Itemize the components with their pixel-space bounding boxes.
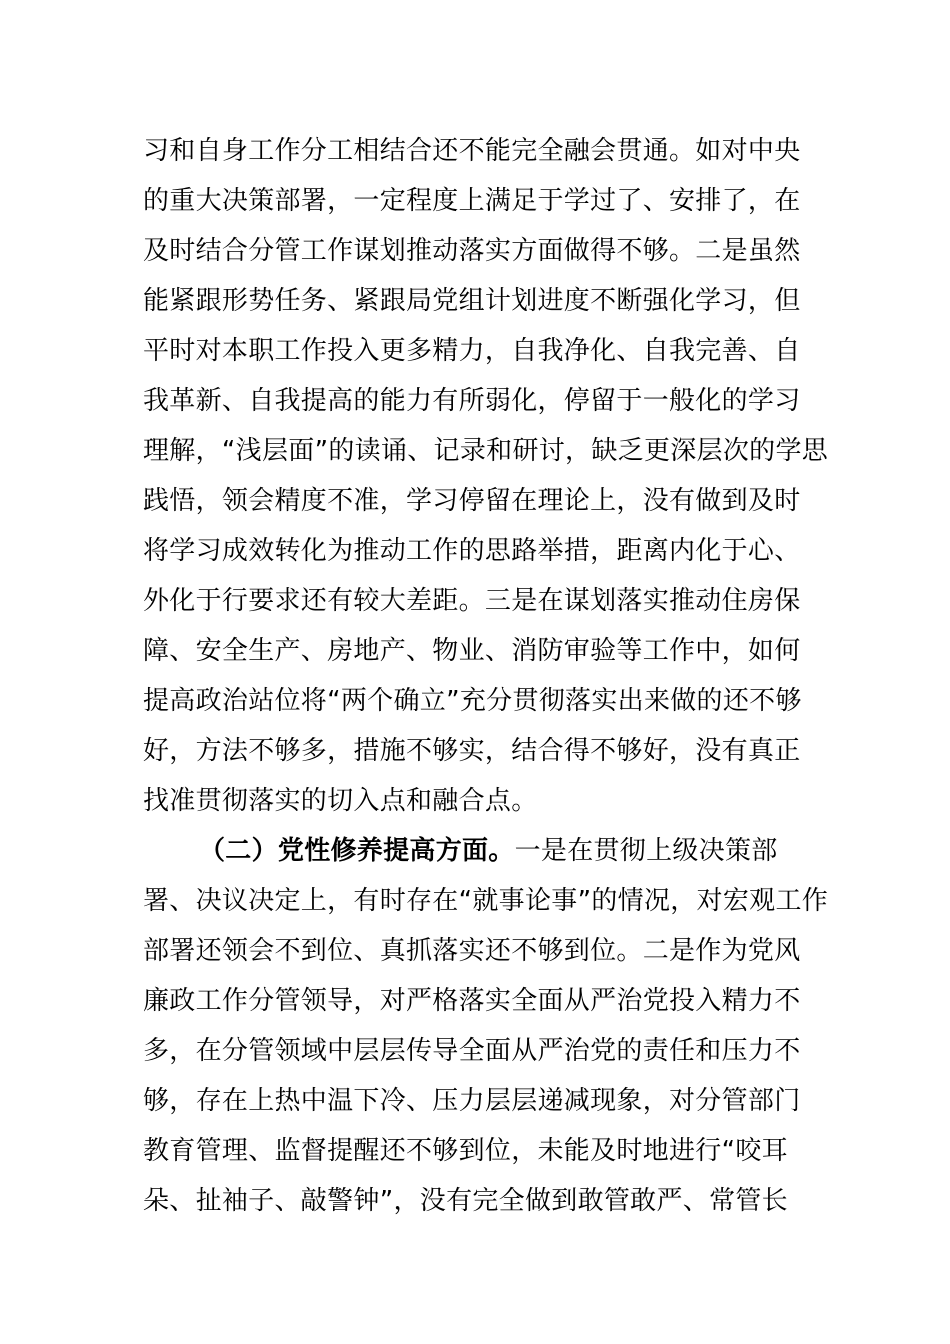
- text-line: 够，存在上热中温下冷、压力层层递减现象，对分管部门: [143, 1086, 801, 1116]
- text-line: 部署还领会不到位、真抓落实还不够到位。二是作为党风: [143, 936, 801, 966]
- text-line: 理解，“浅层面”的读诵、记录和研讨，缺乏更深层次的学思: [143, 436, 829, 466]
- section-2-first-line: [143, 826, 823, 876]
- text-line: 教育管理、监督提醒还不够到位，未能及时地进行“咬耳: [143, 1136, 788, 1166]
- section-2-first-line-text: 一是在贯彻上级决策部: [514, 836, 778, 866]
- section-2-heading: （二）党性修养提高方面。: [199, 836, 515, 866]
- text-line: 将学习成效转化为推动工作的思路举措，距离内化于心、: [143, 536, 801, 566]
- body-text: [143, 126, 829, 1226]
- text-line: 践悟，领会精度不准，学习停留在理论上，没有做到及时: [143, 486, 801, 516]
- text-line: 找准贯彻落实的切入点和融合点。: [143, 786, 538, 816]
- text-line: 障、安全生产、房地产、物业、消防审验等工作中，如何: [143, 636, 801, 666]
- text-line: 及时结合分管工作谋划推动落实方面做得不够。二是虽然: [143, 236, 801, 266]
- text-line: 提高政治站位将“两个确立”充分贯彻落实出来做的还不够: [143, 686, 802, 716]
- text-line: 好，方法不够多，措施不够实，结合得不够好，没有真正: [143, 736, 801, 766]
- text-line: 的重大决策部署，一定程度上满足于学过了、安排了，在: [143, 186, 801, 216]
- text-line: 廉政工作分管领导，对严格落实全面从严治党投入精力不: [143, 986, 801, 1016]
- text-line: 朵、扯袖子、敲警钟”，没有完全做到敢管敢严、常管长: [143, 1186, 788, 1216]
- text-line: 平时对本职工作投入更多精力，自我净化、自我完善、自: [143, 336, 801, 366]
- text-line: 习和自身工作分工相结合还不能完全融会贯通。如对中央: [143, 136, 801, 166]
- text-line: 能紧跟形势任务、紧跟局党组计划进度不断强化学习，但: [143, 286, 801, 316]
- text-line: 我革新、自我提高的能力有所弱化，停留于一般化的学习: [143, 386, 801, 416]
- text-line: 署、决议决定上，有时存在“就事论事”的情况，对宏观工作: [143, 886, 829, 916]
- text-line: 外化于行要求还有较大差距。三是在谋划落实推动住房保: [143, 586, 801, 616]
- text-line: 多，在分管领域中层层传导全面从严治党的责任和压力不: [143, 1036, 801, 1066]
